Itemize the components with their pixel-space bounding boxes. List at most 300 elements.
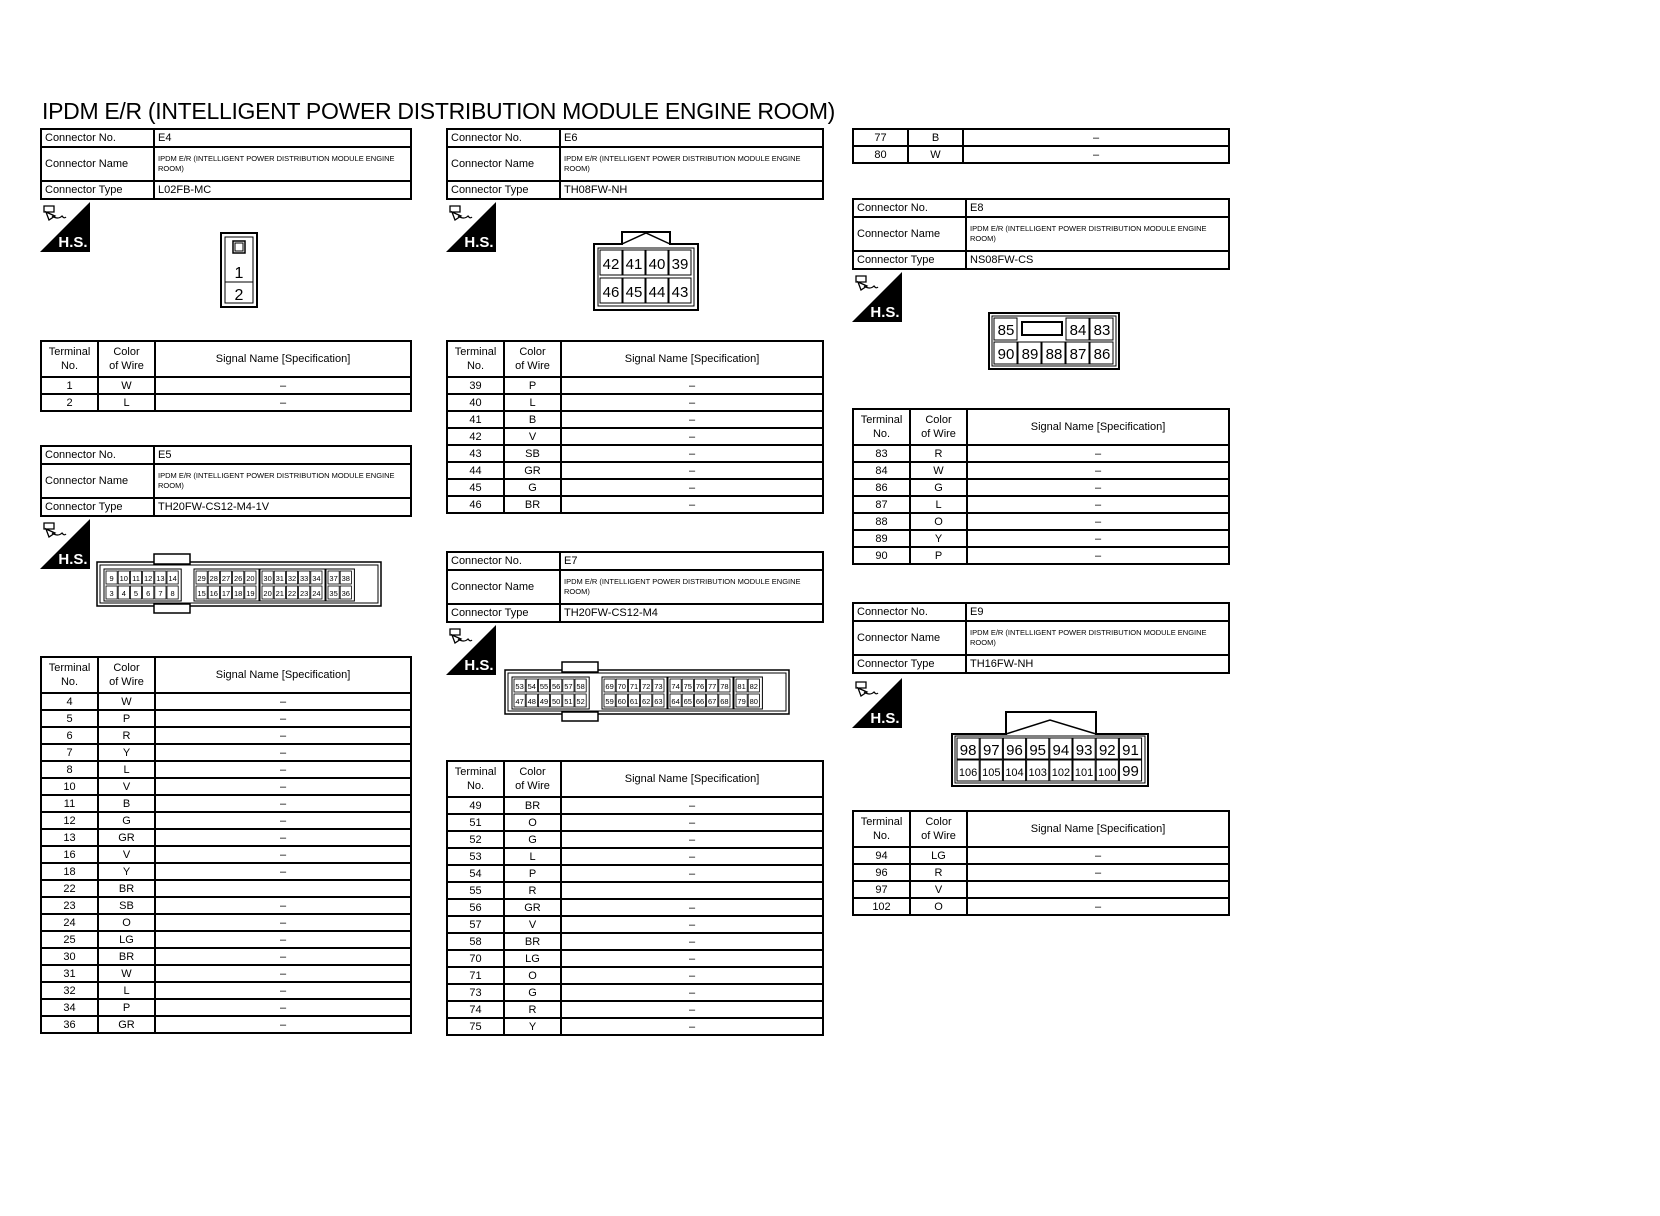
wire-color: O [98, 914, 155, 931]
pin-label: 27 [221, 574, 231, 583]
terminal-no: 75 [447, 1018, 504, 1035]
connector-diagram-e5 [96, 552, 382, 614]
wire-color: R [98, 727, 155, 744]
terminal-no: 6 [41, 727, 98, 744]
pin-label: 93 [1075, 742, 1093, 759]
connector-no: E5 [154, 446, 411, 464]
label: Connector Name [447, 570, 560, 604]
terminal-no: 31 [41, 965, 98, 982]
pin-label: 26 [234, 574, 243, 583]
connector-latch [1022, 322, 1062, 335]
pin-label: 23 [300, 589, 309, 598]
wire-color: O [504, 967, 561, 984]
header-signal: Signal Name [Specification] [561, 341, 823, 377]
terminal-table-e7-continued [852, 128, 1230, 164]
connector-diagram-e7 [504, 660, 790, 722]
header-signal: Signal Name [Specification] [967, 409, 1229, 445]
pin-label: 18 [234, 589, 243, 598]
header-signal: Signal Name [Specification] [155, 341, 411, 377]
header-color: Color of Wire [504, 761, 561, 797]
pin-label: 47 [515, 697, 524, 706]
terminal-no: 80 [853, 146, 908, 163]
pin-label: 62 [642, 697, 651, 706]
connector-no: E9 [966, 603, 1229, 621]
table-row [447, 428, 823, 445]
wire-color: L [910, 496, 967, 513]
connector-latch [562, 662, 598, 672]
terminal-no: 51 [447, 814, 504, 831]
terminal-no: 34 [41, 999, 98, 1016]
label: Connector Name [853, 217, 966, 251]
table-row [447, 882, 823, 899]
signal-name: – [561, 899, 823, 916]
table-row [41, 812, 411, 829]
connector-info-e7 [446, 551, 824, 623]
signal-name: – [561, 411, 823, 428]
label: Connector Type [41, 181, 154, 199]
terminal-no: 13 [41, 829, 98, 846]
pin-label: 59 [605, 697, 614, 706]
terminal-no: 7 [41, 744, 98, 761]
pin-label: 82 [749, 682, 758, 691]
wire-color: L [504, 394, 561, 411]
hs-label: H.S. [870, 710, 900, 727]
table-row [41, 914, 411, 931]
pin-label: 16 [209, 589, 218, 598]
hs-label: H.S. [464, 234, 494, 251]
wire-color: V [504, 916, 561, 933]
pin-label: 101 [1074, 767, 1094, 779]
pin-label: 86 [1093, 346, 1111, 363]
connector-type: L02FB-MC [154, 181, 411, 199]
signal-name: – [967, 479, 1229, 496]
table-row [447, 1018, 823, 1035]
pin-label: 17 [221, 589, 231, 598]
pin-label: 15 [197, 589, 206, 598]
terminal-no: 5 [41, 710, 98, 727]
pin-label: 37 [329, 574, 338, 583]
pin-label: 73 [654, 682, 663, 691]
signal-name: – [155, 897, 411, 914]
signal-name: – [967, 445, 1229, 462]
wire-color: B [908, 129, 963, 146]
pin-label: 56 [552, 682, 561, 691]
pin-label: 21 [275, 589, 284, 598]
wire-color: W [98, 377, 155, 394]
wire-color: Y [504, 1018, 561, 1035]
signal-name: – [155, 846, 411, 863]
terminal-no: 1 [41, 377, 98, 394]
header-color: Color of Wire [910, 409, 967, 445]
pin-label: 83 [1093, 322, 1111, 339]
pin-label: 9 [109, 574, 114, 583]
table-row [853, 881, 1229, 898]
wire-color: L [98, 982, 155, 999]
pin-label: 99 [1122, 763, 1139, 780]
wire-color: P [98, 710, 155, 727]
terminal-no: 46 [447, 496, 504, 513]
pin-label: 43 [671, 284, 689, 301]
terminal-no: 55 [447, 882, 504, 899]
terminal-no: 86 [853, 479, 910, 496]
wire-color: SB [504, 445, 561, 462]
pin-label: 88 [1045, 346, 1063, 363]
pin-label: 29 [197, 574, 206, 583]
table-row [41, 965, 411, 982]
pin-label: 50 [552, 697, 561, 706]
wire-color: BR [504, 933, 561, 950]
terminal-no: 54 [447, 865, 504, 882]
wire-color: GR [98, 829, 155, 846]
terminal-no: 23 [41, 897, 98, 914]
table-row [447, 916, 823, 933]
signal-name [967, 881, 1229, 898]
table-row [41, 897, 411, 914]
signal-name: – [561, 428, 823, 445]
wire-color: LG [504, 950, 561, 967]
harness-side-icon [446, 202, 496, 252]
wire-color: Y [98, 863, 155, 880]
wire-color: B [504, 411, 561, 428]
wire-color: BR [504, 496, 561, 513]
pin-label: 30 [263, 574, 272, 583]
connector-diagram-e9 [950, 704, 1150, 788]
pin-label: 44 [648, 284, 666, 301]
header-color: Color of Wire [98, 657, 155, 693]
pin-label: 57 [564, 682, 573, 691]
label: Connector No. [853, 199, 966, 217]
wire-color: W [98, 693, 155, 710]
wire-color: GR [504, 899, 561, 916]
signal-name: – [967, 496, 1229, 513]
pin-label: 103 [1028, 767, 1047, 779]
wire-color: LG [910, 847, 967, 864]
signal-name: – [155, 377, 411, 394]
header-signal: Signal Name [Specification] [561, 761, 823, 797]
pin-label: 34 [312, 574, 321, 583]
table-row [447, 377, 823, 394]
pin-label: 68 [720, 697, 729, 706]
pin-label: 14 [168, 574, 177, 583]
wire-color: LG [98, 931, 155, 948]
connector-type: TH16FW-NH [966, 655, 1229, 673]
signal-name: – [155, 1016, 411, 1033]
pin-label: 32 [287, 574, 297, 583]
signal-name: – [155, 710, 411, 727]
connector-name: IPDM E/R (INTELLIGENT POWER DISTRIBUTION MODULE ENGINE ROOM) [966, 217, 1229, 251]
wire-color: O [910, 513, 967, 530]
table-row [447, 967, 823, 984]
wire-color: V [98, 778, 155, 795]
pin-label: 28 [209, 574, 218, 583]
label: Connector Type [447, 181, 560, 199]
signal-name: – [155, 778, 411, 795]
connector-diagram-e6 [592, 230, 700, 312]
terminal-table-e6 [446, 340, 824, 514]
table-row [41, 1016, 411, 1033]
pin-label: 97 [982, 742, 1000, 759]
signal-name: – [967, 547, 1229, 564]
pin-label: 63 [654, 697, 663, 706]
connector-name: IPDM E/R (INTELLIGENT POWER DISTRIBUTION MODULE ENGINE ROOM) [154, 147, 411, 181]
table-row [447, 848, 823, 865]
pin-label: 104 [1005, 767, 1024, 779]
pin-label: 71 [629, 682, 639, 691]
pin-label: 31 [275, 574, 284, 583]
pin-label: 38 [341, 574, 350, 583]
label: Connector Name [447, 147, 560, 181]
signal-name: – [155, 693, 411, 710]
signal-name: – [967, 847, 1229, 864]
signal-name [561, 882, 823, 899]
pin-label: 10 [119, 574, 128, 583]
harness-side-icon [852, 272, 902, 322]
label: Connector Type [853, 251, 966, 269]
pin-label: 40 [648, 256, 666, 273]
wire-color: W [98, 965, 155, 982]
terminal-no: 24 [41, 914, 98, 931]
terminal-table-e9 [852, 810, 1230, 916]
table-row [447, 950, 823, 967]
signal-name: – [561, 377, 823, 394]
terminal-no: 22 [41, 880, 98, 897]
pin-label: 55 [539, 682, 549, 691]
pin-label: 106 [958, 767, 978, 779]
connector-info-e6 [446, 128, 824, 200]
signal-name: – [561, 394, 823, 411]
table-row [447, 933, 823, 950]
table-row [41, 693, 411, 710]
pin-label: 80 [749, 697, 758, 706]
wire-color: SB [98, 897, 155, 914]
wire-color: R [910, 864, 967, 881]
hs-label: H.S. [870, 304, 900, 321]
table-row [853, 146, 1229, 163]
table-row [853, 530, 1229, 547]
connector-name: IPDM E/R (INTELLIGENT POWER DISTRIBUTION MODULE ENGINE ROOM) [966, 621, 1229, 655]
pin-label: 69 [605, 682, 614, 691]
wire-color: G [504, 984, 561, 1001]
header-color: Color of Wire [504, 341, 561, 377]
terminal-no: 49 [447, 797, 504, 814]
terminal-no: 90 [853, 547, 910, 564]
signal-name: – [155, 812, 411, 829]
signal-name: – [967, 530, 1229, 547]
label: Connector Name [853, 621, 966, 655]
header-terminal: Terminal No. [853, 409, 910, 445]
terminal-no: 30 [41, 948, 98, 965]
pin-label: 51 [564, 697, 573, 706]
pin-label: 1 [234, 265, 244, 282]
terminal-no: 2 [41, 394, 98, 411]
hs-label: H.S. [58, 234, 88, 251]
connector-name: IPDM E/R (INTELLIGENT POWER DISTRIBUTION MODULE ENGINE ROOM) [154, 464, 411, 498]
harness-side-icon [40, 202, 90, 252]
pin-label: 84 [1069, 322, 1087, 339]
signal-name: – [155, 863, 411, 880]
terminal-no: 8 [41, 761, 98, 778]
table-row [41, 948, 411, 965]
table-row [447, 797, 823, 814]
pin-label: 13 [156, 574, 165, 583]
connector-name: IPDM E/R (INTELLIGENT POWER DISTRIBUTION MODULE ENGINE ROOM) [560, 147, 823, 181]
wire-color: R [910, 445, 967, 462]
header-terminal: Terminal No. [447, 761, 504, 797]
terminal-no: 58 [447, 933, 504, 950]
signal-name: – [155, 914, 411, 931]
pin-label: 65 [683, 697, 692, 706]
signal-name: – [561, 848, 823, 865]
signal-name: – [561, 984, 823, 1001]
connector-info-e4 [40, 128, 412, 200]
connector-no: E7 [560, 552, 823, 570]
signal-name: – [155, 744, 411, 761]
pin-label: 79 [737, 697, 746, 706]
signal-name: – [561, 831, 823, 848]
pin-label: 7 [158, 589, 163, 598]
pin-label: 3 [109, 589, 114, 598]
table-row [41, 846, 411, 863]
pin-label: 52 [576, 697, 585, 706]
signal-name: – [561, 462, 823, 479]
pin-label: 98 [959, 742, 977, 759]
signal-name: – [561, 1001, 823, 1018]
pin-label: 61 [629, 697, 639, 706]
pin-label: 6 [146, 589, 151, 598]
pin-label: 74 [671, 682, 680, 691]
pin-label: 64 [671, 697, 680, 706]
pin-label: 12 [144, 574, 153, 583]
table-row [41, 795, 411, 812]
table-row [41, 982, 411, 999]
wire-color: V [910, 881, 967, 898]
table-row [41, 727, 411, 744]
table-row [447, 479, 823, 496]
pin-label: 94 [1052, 742, 1070, 759]
signal-name: – [963, 146, 1229, 163]
table-row [41, 931, 411, 948]
pin-label: 54 [527, 682, 536, 691]
header-color: Color of Wire [98, 341, 155, 377]
label: Connector No. [447, 129, 560, 147]
table-row [853, 547, 1229, 564]
table-row [41, 999, 411, 1016]
terminal-no: 74 [447, 1001, 504, 1018]
terminal-no: 41 [447, 411, 504, 428]
signal-name: – [561, 950, 823, 967]
harness-side-icon [40, 519, 90, 569]
connector-no: E4 [154, 129, 411, 147]
pin-label: 96 [1006, 742, 1023, 759]
wire-color: R [504, 1001, 561, 1018]
wire-color: G [504, 831, 561, 848]
signal-name: – [561, 797, 823, 814]
header-terminal: Terminal No. [853, 811, 910, 847]
terminal-no: 89 [853, 530, 910, 547]
signal-name: – [155, 394, 411, 411]
connector-diagram-e8 [988, 312, 1120, 370]
table-row [447, 899, 823, 916]
terminal-no: 11 [41, 795, 98, 812]
pin-label: 102 [1051, 767, 1071, 779]
terminal-no: 96 [853, 864, 910, 881]
table-row [853, 462, 1229, 479]
table-row [853, 496, 1229, 513]
label: Connector No. [41, 446, 154, 464]
table-row [447, 462, 823, 479]
connector-type: NS08FW-CS [966, 251, 1229, 269]
wire-color: BR [98, 880, 155, 897]
terminal-no: 42 [447, 428, 504, 445]
connector-info-e8 [852, 198, 1230, 270]
pin-label: 100 [1098, 767, 1117, 779]
terminal-no: 25 [41, 931, 98, 948]
connector-type: TH20FW-CS12-M4-1V [154, 498, 411, 516]
terminal-no: 56 [447, 899, 504, 916]
wire-color: Y [910, 530, 967, 547]
terminal-no: 84 [853, 462, 910, 479]
pin-label: 95 [1029, 742, 1047, 759]
terminal-no: 4 [41, 693, 98, 710]
signal-name: – [561, 814, 823, 831]
header-signal: Signal Name [Specification] [155, 657, 411, 693]
terminal-no: 44 [447, 462, 504, 479]
table-row [853, 445, 1229, 462]
wire-color: P [504, 377, 561, 394]
connector-name: IPDM E/R (INTELLIGENT POWER DISTRIBUTION MODULE ENGINE ROOM) [560, 570, 823, 604]
pin-label: 60 [617, 697, 626, 706]
signal-name: – [967, 898, 1229, 915]
signal-name: – [561, 496, 823, 513]
wire-color: P [504, 865, 561, 882]
pin-label: 78 [720, 682, 729, 691]
table-row [41, 829, 411, 846]
signal-name: – [155, 982, 411, 999]
pin-label: 2 [234, 287, 244, 304]
label: Connector No. [853, 603, 966, 621]
pin-label: 19 [246, 589, 255, 598]
pin-label: 8 [170, 589, 175, 598]
pin-label: 90 [997, 346, 1015, 363]
terminal-no: 53 [447, 848, 504, 865]
signal-name: – [967, 513, 1229, 530]
terminal-no: 40 [447, 394, 504, 411]
signal-name: – [967, 864, 1229, 881]
terminal-no: 32 [41, 982, 98, 999]
terminal-no: 73 [447, 984, 504, 1001]
wire-color: W [908, 146, 963, 163]
table-row [447, 496, 823, 513]
signal-name: – [561, 865, 823, 882]
pin-label: 67 [708, 697, 717, 706]
wire-color: BR [504, 797, 561, 814]
table-row [41, 761, 411, 778]
pin-label: 11 [132, 574, 140, 583]
pin-label: 49 [539, 697, 549, 706]
pin-label: 33 [300, 574, 309, 583]
wire-color: O [910, 898, 967, 915]
wire-color: V [98, 846, 155, 863]
signal-name: – [967, 462, 1229, 479]
pin-label: 24 [312, 589, 321, 598]
connector-type: TH20FW-CS12-M4 [560, 604, 823, 622]
wire-color: GR [504, 462, 561, 479]
table-row [853, 864, 1229, 881]
pin-label: 5 [133, 589, 139, 598]
terminal-table-e8 [852, 408, 1230, 565]
terminal-table-e7 [446, 760, 824, 1036]
pin-label: 85 [997, 322, 1015, 339]
